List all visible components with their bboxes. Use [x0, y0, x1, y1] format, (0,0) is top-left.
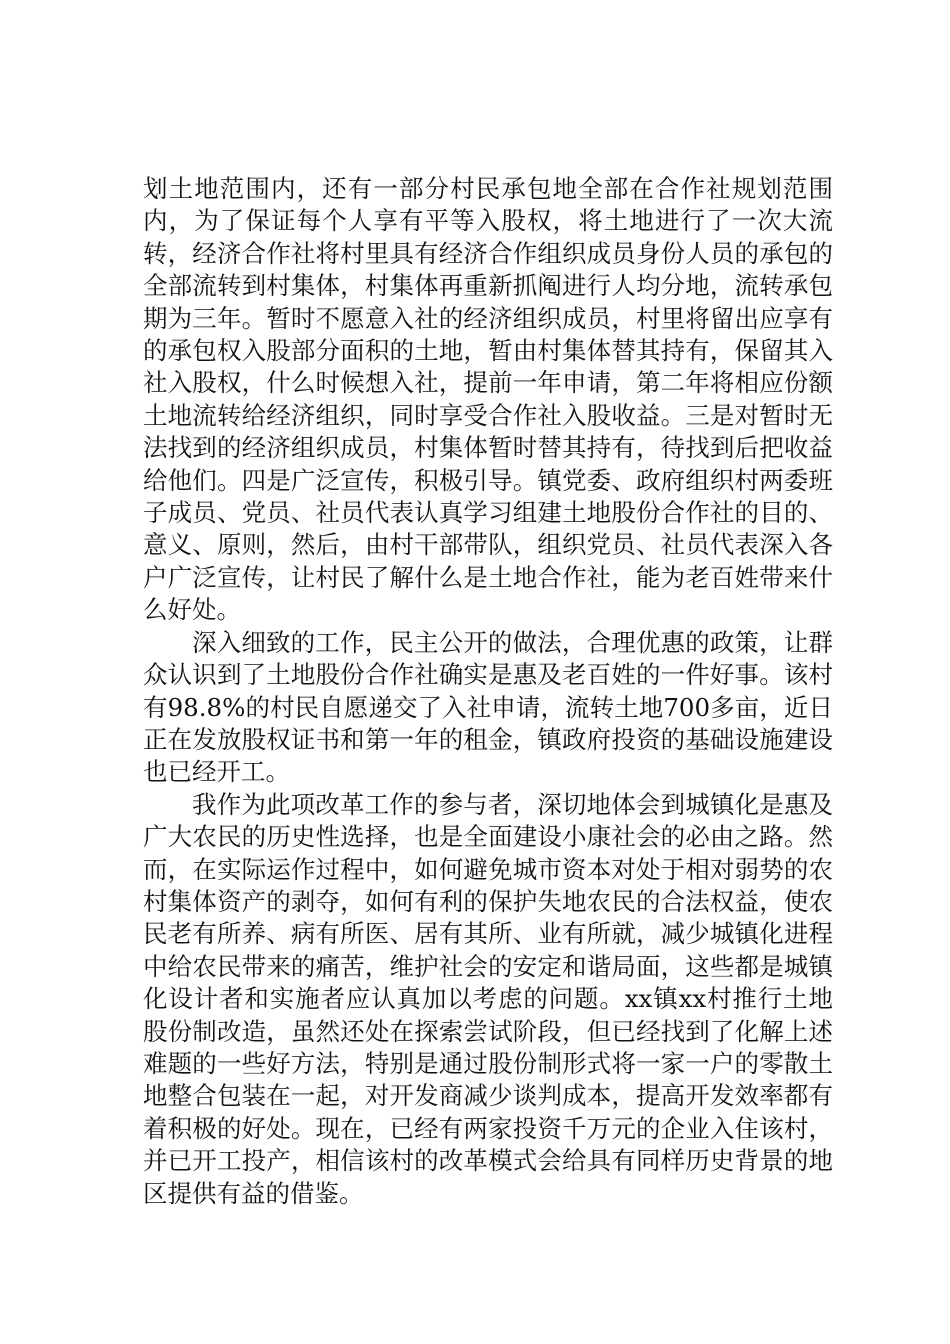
paragraph-continuation: 划土地范围内，还有一部分村民承包地全部在合作社规划范围内，为了保证每个人享有平等入股权，将土地进行了一次大流转，经济合作社将村里具有经济合作组织成员身份人员的承包的全部流转到村集体，村集体再重新抓阄进行人均分地，流转承包期为三年。暂时不愿意入社的经济组织成员，村里将留出应享有的承包权入股部分面积的土地，暂由村集体替其持有，保留其入社入股权，什么时候想入社，提前一年申请，第二年将相应份额土地流转给经济组织，同时享受合作社入股收益。三是对暂时无法找到的经济组织成员，村集体暂时替其持有，待找到后把收益给他们。四是广泛宣传，积极引导。镇党委、政府组织村两委班子成员、党员、社员代表认真学习组建土地股份合作社的目的、意义、原则，然后，由村干部带队，组织党员、社员代表深入各户广泛宣传，让村民了解什么是土地合作社，能为老百姓带来什么好处。	[143, 174, 833, 625]
document-body	[143, 173, 833, 1210]
paragraph-results: 深入细致的工作，民主公开的做法，合理优惠的政策，让群众认识到了土地股份合作社确实是惠及老百姓的一件好事。该村有98.8%的村民自愿递交了入社申请，流转土地700多亩，近日正在发放股权证书和第一年的租金，镇政府投资的基础设施建设也已经开工。	[143, 627, 833, 787]
paragraph-reflection: 我作为此项改革工作的参与者，深切地体会到城镇化是惠及广大农民的历史性选择，也是全面建设小康社会的必由之路。然而，在实际运作过程中，如何避免城市资本对处于相对弱势的农村集体资产的剥夺，如何有利的保护失地农民的合法权益，使农民老有所养、病有所医、居有其所、业有所就，减少城镇化进程中给农民带来的痛苦，维护社会的安定和谐局面，这些都是城镇化设计者和实施者应认真加以考虑的问题。xx镇xx村推行土地股份制改造，虽然还处在探索尝试阶段，但已经找到了化解上述难题的一些好方法，特别是通过股份制形式将一家一户的零散土地整合包装在一起，对开发商减少谈判成本，提高开发效率都有着积极的好处。现在，已经有两家投资千万元的企业入住该村，并已开工投产，相信该村的改革模式会给具有同样历史背景的地区提供有益的借鉴。	[143, 789, 833, 1208]
